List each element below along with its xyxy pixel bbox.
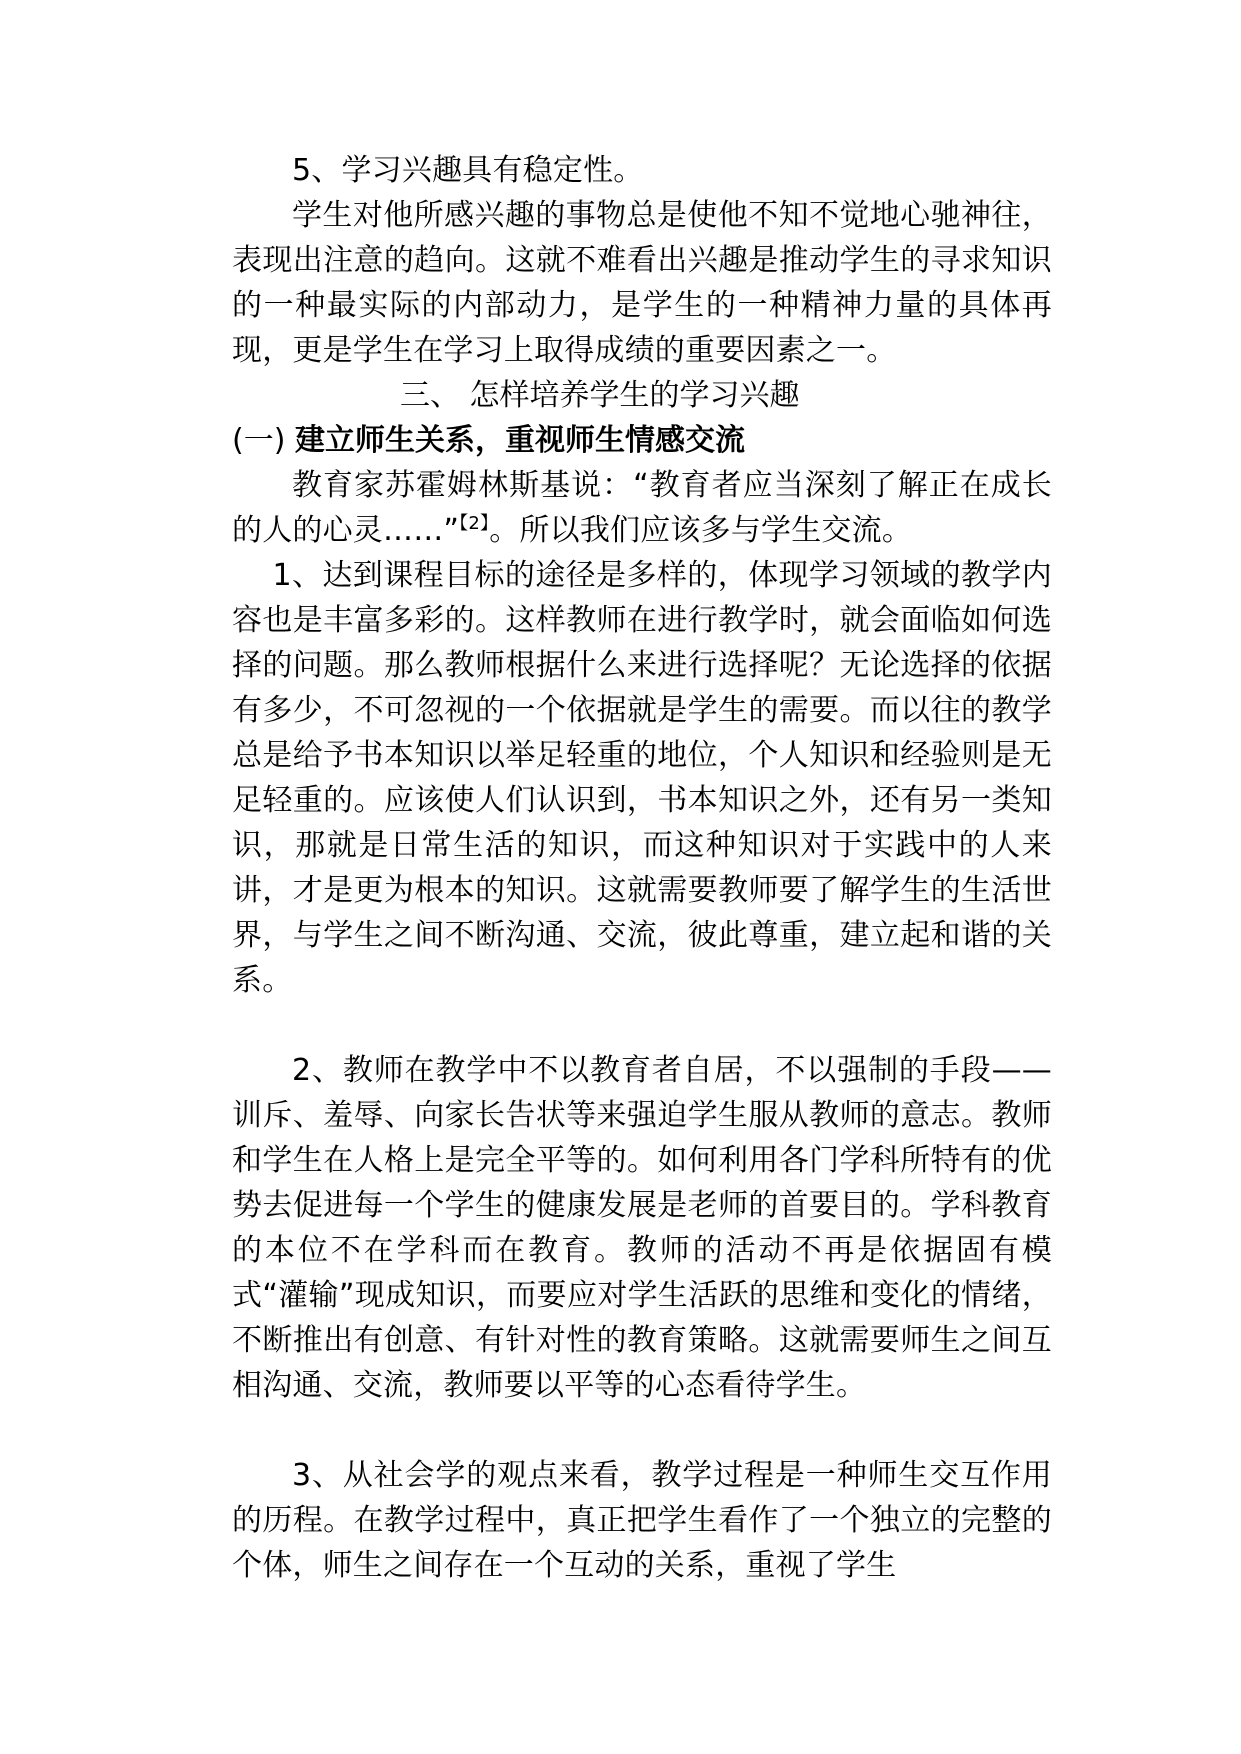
paragraph-gap <box>232 1408 1052 1453</box>
reference-marker: 【2】 <box>459 513 490 534</box>
point-1-paragraph: 1、达到课程目标的途径是多样的，体现学习领域的教学内容也是丰富多彩的。这样教师在进行教学时，就会面临如何选择的问题。那么教师根据什么来进行选择呢？无论选择的依据有多少，不可忽视的一个依据就是学生的需要。而以往的教学总是给予书本知识以举足轻重的地位，个人知识和经验则是无足轻重的。应该使人们认识到，书本知识之外，还有另一类知识，那就是日常生活的知识，而这种知识对于实践中的人来讲，才是更为根本的知识。这就需要教师要了解学生的生活世界，与学生之间不断沟通、交流，彼此尊重，建立起和谐的关系。 <box>232 558 1052 998</box>
subsection-title: 建立师生关系，重视师生情感交流 <box>294 423 745 458</box>
quote-after-text: 。所以我们应该多与学生交流。 <box>489 513 913 548</box>
section-title: 三、 怎样培养学生的学习兴趣 <box>400 378 800 413</box>
point-2-paragraph: 2、教师在教学中不以教育者自居，不以强制的手段——训斥、羞辱、向家长告状等来强迫学生服从教师的意志。教师和学生在人格上是完全平等的。如何利用各门学科所特有的优势去促进每一个学生的健康发展是老师的首要目的。学科教育的本位不在学科而在教育。教师的活动不再是依据固有模式“灌输”现成知识，而要应对学生活跃的思维和变化的情绪，不断推出有创意、有针对性的教育策略。这就需要师生之间互相沟通、交流，教师要以平等的心态看待学生。 <box>232 1053 1052 1403</box>
item5-heading: 5、学习兴趣具有稳定性。 <box>292 153 644 188</box>
paragraph-gap <box>232 1003 1052 1048</box>
subsection-heading <box>232 418 1052 463</box>
quote-paragraph <box>232 463 1052 553</box>
document-body <box>232 148 1052 1588</box>
subsection-label: (一) <box>232 423 286 458</box>
point-3-paragraph: 3、从社会学的观点来看，教学过程是一种师生交互作用的历程。在教学过程中，真正把学生看作了一个独立的完整的个体，师生之间存在一个互动的关系，重视了学生 <box>232 1458 1052 1583</box>
item5-paragraph: 学生对他所感兴趣的事物总是使他不知不觉地心驰神往，表现出注意的趋向。这就不难看出兴趣是推动学生的寻求知识的一种最实际的内部动力，是学生的一种精神力量的具体再现，更是学生在学习上取得成绩的重要因素之一。 <box>232 198 1052 368</box>
quote-text: 教育家苏霍姆林斯基说：“教育者应当深刻了解正在成长的人的心灵……” <box>232 468 1052 548</box>
